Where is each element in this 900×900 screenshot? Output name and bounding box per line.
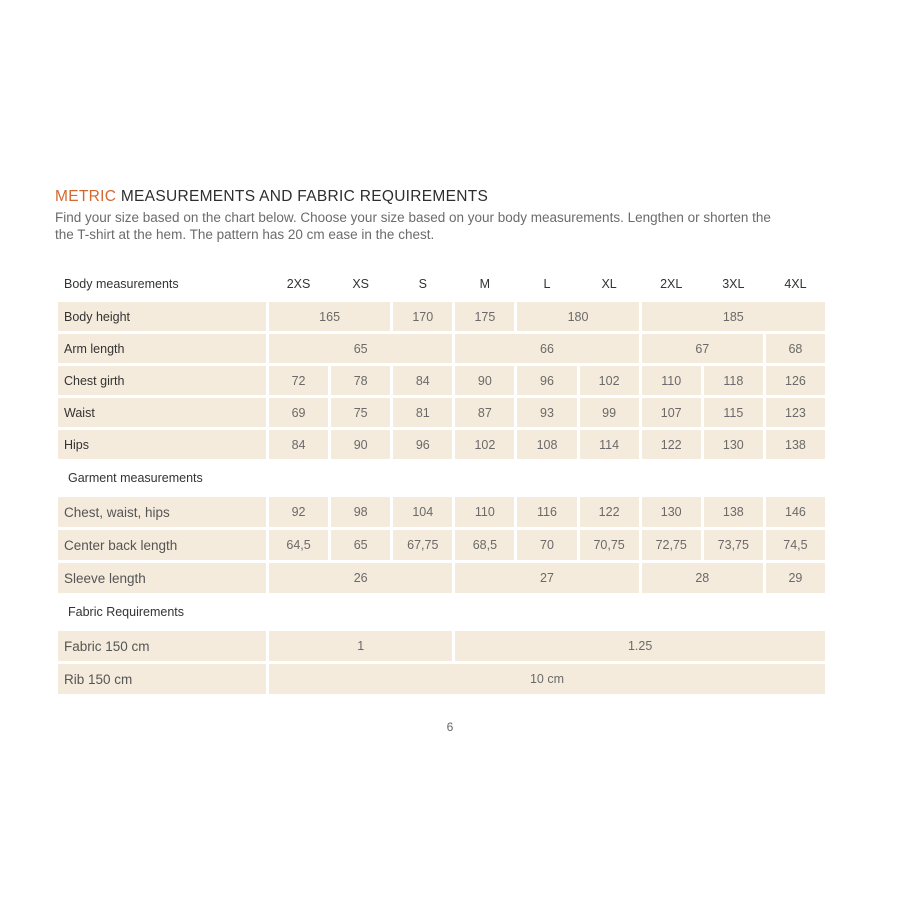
table-row-fabric-150 <box>58 631 825 661</box>
table-row-hips <box>58 430 825 459</box>
table-cell: 74,5 <box>766 530 825 560</box>
table-cell: 130 <box>704 430 763 459</box>
table-cell: 67 <box>642 334 763 363</box>
table-cell: 27 <box>455 563 638 593</box>
table-cell: 68 <box>766 334 825 363</box>
table-row-waist <box>58 398 825 427</box>
table-cell: 104 <box>393 497 452 527</box>
fabric-requirements-heading: Fabric Requirements <box>68 605 185 619</box>
table-cell: 81 <box>393 398 452 427</box>
title-accent: METRIC <box>55 188 117 205</box>
row-label: Chest girth <box>58 366 266 395</box>
table-cell: 108 <box>517 430 576 459</box>
row-label: Body height <box>58 302 266 331</box>
table-cell: 170 <box>393 302 452 331</box>
table-cell: 138 <box>704 497 763 527</box>
table-cell: 185 <box>642 302 825 331</box>
section-header-row <box>58 462 825 494</box>
table-cell: 99 <box>580 398 639 427</box>
row-label: Waist <box>58 398 266 427</box>
table-cell: 90 <box>455 366 514 395</box>
table-row-arm-length <box>58 334 825 363</box>
table-cell: 96 <box>393 430 452 459</box>
table-cell: 1 <box>269 631 452 661</box>
table-cell: 126 <box>766 366 825 395</box>
table-cell: 122 <box>642 430 701 459</box>
table-cell: 114 <box>580 430 639 459</box>
row-label: Arm length <box>58 334 266 363</box>
row-label: Rib 150 cm <box>58 664 266 694</box>
size-header: 2XS <box>286 277 311 291</box>
size-header-row <box>58 269 825 299</box>
table-cell: 165 <box>269 302 390 331</box>
table-cell: 69 <box>269 398 328 427</box>
table-cell: 90 <box>331 430 390 459</box>
row-label: Center back length <box>58 530 266 560</box>
garment-measurements-heading: Garment measurements <box>68 471 203 485</box>
row-label: Sleeve length <box>58 563 266 593</box>
page-header <box>55 188 845 243</box>
size-chart-table <box>55 266 828 697</box>
table-cell: 93 <box>517 398 576 427</box>
table-cell: 102 <box>580 366 639 395</box>
table-cell: 118 <box>704 366 763 395</box>
table-cell: 115 <box>704 398 763 427</box>
table-row-center-back-length <box>58 530 825 560</box>
table-cell: 72 <box>269 366 328 395</box>
table-cell: 110 <box>455 497 514 527</box>
table-cell: 92 <box>269 497 328 527</box>
table-cell: 180 <box>517 302 638 331</box>
intro-line-2: the T-shirt at the hem. The pattern has 20 cm ease in the chest. <box>55 227 435 242</box>
table-cell: 87 <box>455 398 514 427</box>
table-row-chest-waist-hips <box>58 497 825 527</box>
page-title <box>55 188 845 206</box>
table-cell: 96 <box>517 366 576 395</box>
table-row-sleeve-length <box>58 563 825 593</box>
row-label: Chest, waist, hips <box>58 497 266 527</box>
table-row-rib-150 <box>58 664 825 694</box>
table-cell: 68,5 <box>455 530 514 560</box>
table-cell: 70 <box>517 530 576 560</box>
page-number: 6 <box>446 720 454 734</box>
table-cell: 67,75 <box>393 530 452 560</box>
table-cell: 130 <box>642 497 701 527</box>
table-cell: 116 <box>517 497 576 527</box>
table-cell: 75 <box>331 398 390 427</box>
size-header: L <box>543 277 551 291</box>
table-cell: 65 <box>269 334 452 363</box>
table-row-body-height <box>58 302 825 331</box>
size-header: XL <box>601 277 617 291</box>
table-cell: 98 <box>331 497 390 527</box>
row-label: Fabric 150 cm <box>58 631 266 661</box>
table-cell: 64,5 <box>269 530 328 560</box>
table-row-chest-girth <box>58 366 825 395</box>
table-cell: 72,75 <box>642 530 701 560</box>
intro-text <box>55 209 845 243</box>
intro-line-1: Find your size based on the chart below. Choose your size based on your body measurements. Lengthen or shorten the <box>55 210 771 225</box>
table-cell: 26 <box>269 563 452 593</box>
table-cell: 110 <box>642 366 701 395</box>
table-cell: 78 <box>331 366 390 395</box>
title-rest: MEASUREMENTS AND FABRIC REQUIREMENTS <box>116 188 489 205</box>
table-cell: 10 cm <box>269 664 825 694</box>
table-cell: 107 <box>642 398 701 427</box>
size-header: 2XL <box>660 277 683 291</box>
table-cell: 65 <box>331 530 390 560</box>
table-cell: 123 <box>766 398 825 427</box>
table-cell: 146 <box>766 497 825 527</box>
size-header: XS <box>352 277 369 291</box>
table-cell: 70,75 <box>580 530 639 560</box>
table-cell: 1.25 <box>455 631 825 661</box>
table-cell: 84 <box>269 430 328 459</box>
table-cell: 175 <box>455 302 514 331</box>
section-header-row <box>58 596 825 628</box>
table-cell: 28 <box>642 563 763 593</box>
table-cell: 29 <box>766 563 825 593</box>
table-cell: 84 <box>393 366 452 395</box>
table-cell: 138 <box>766 430 825 459</box>
table-cell: 66 <box>455 334 638 363</box>
table-cell: 122 <box>580 497 639 527</box>
size-header: 3XL <box>722 277 745 291</box>
size-header: 4XL <box>784 277 807 291</box>
table-cell: 102 <box>455 430 514 459</box>
body-measurements-heading: Body measurements <box>64 277 179 291</box>
size-header: S <box>418 277 427 291</box>
row-label: Hips <box>58 430 266 459</box>
size-header: M <box>479 277 491 291</box>
table-cell: 73,75 <box>704 530 763 560</box>
